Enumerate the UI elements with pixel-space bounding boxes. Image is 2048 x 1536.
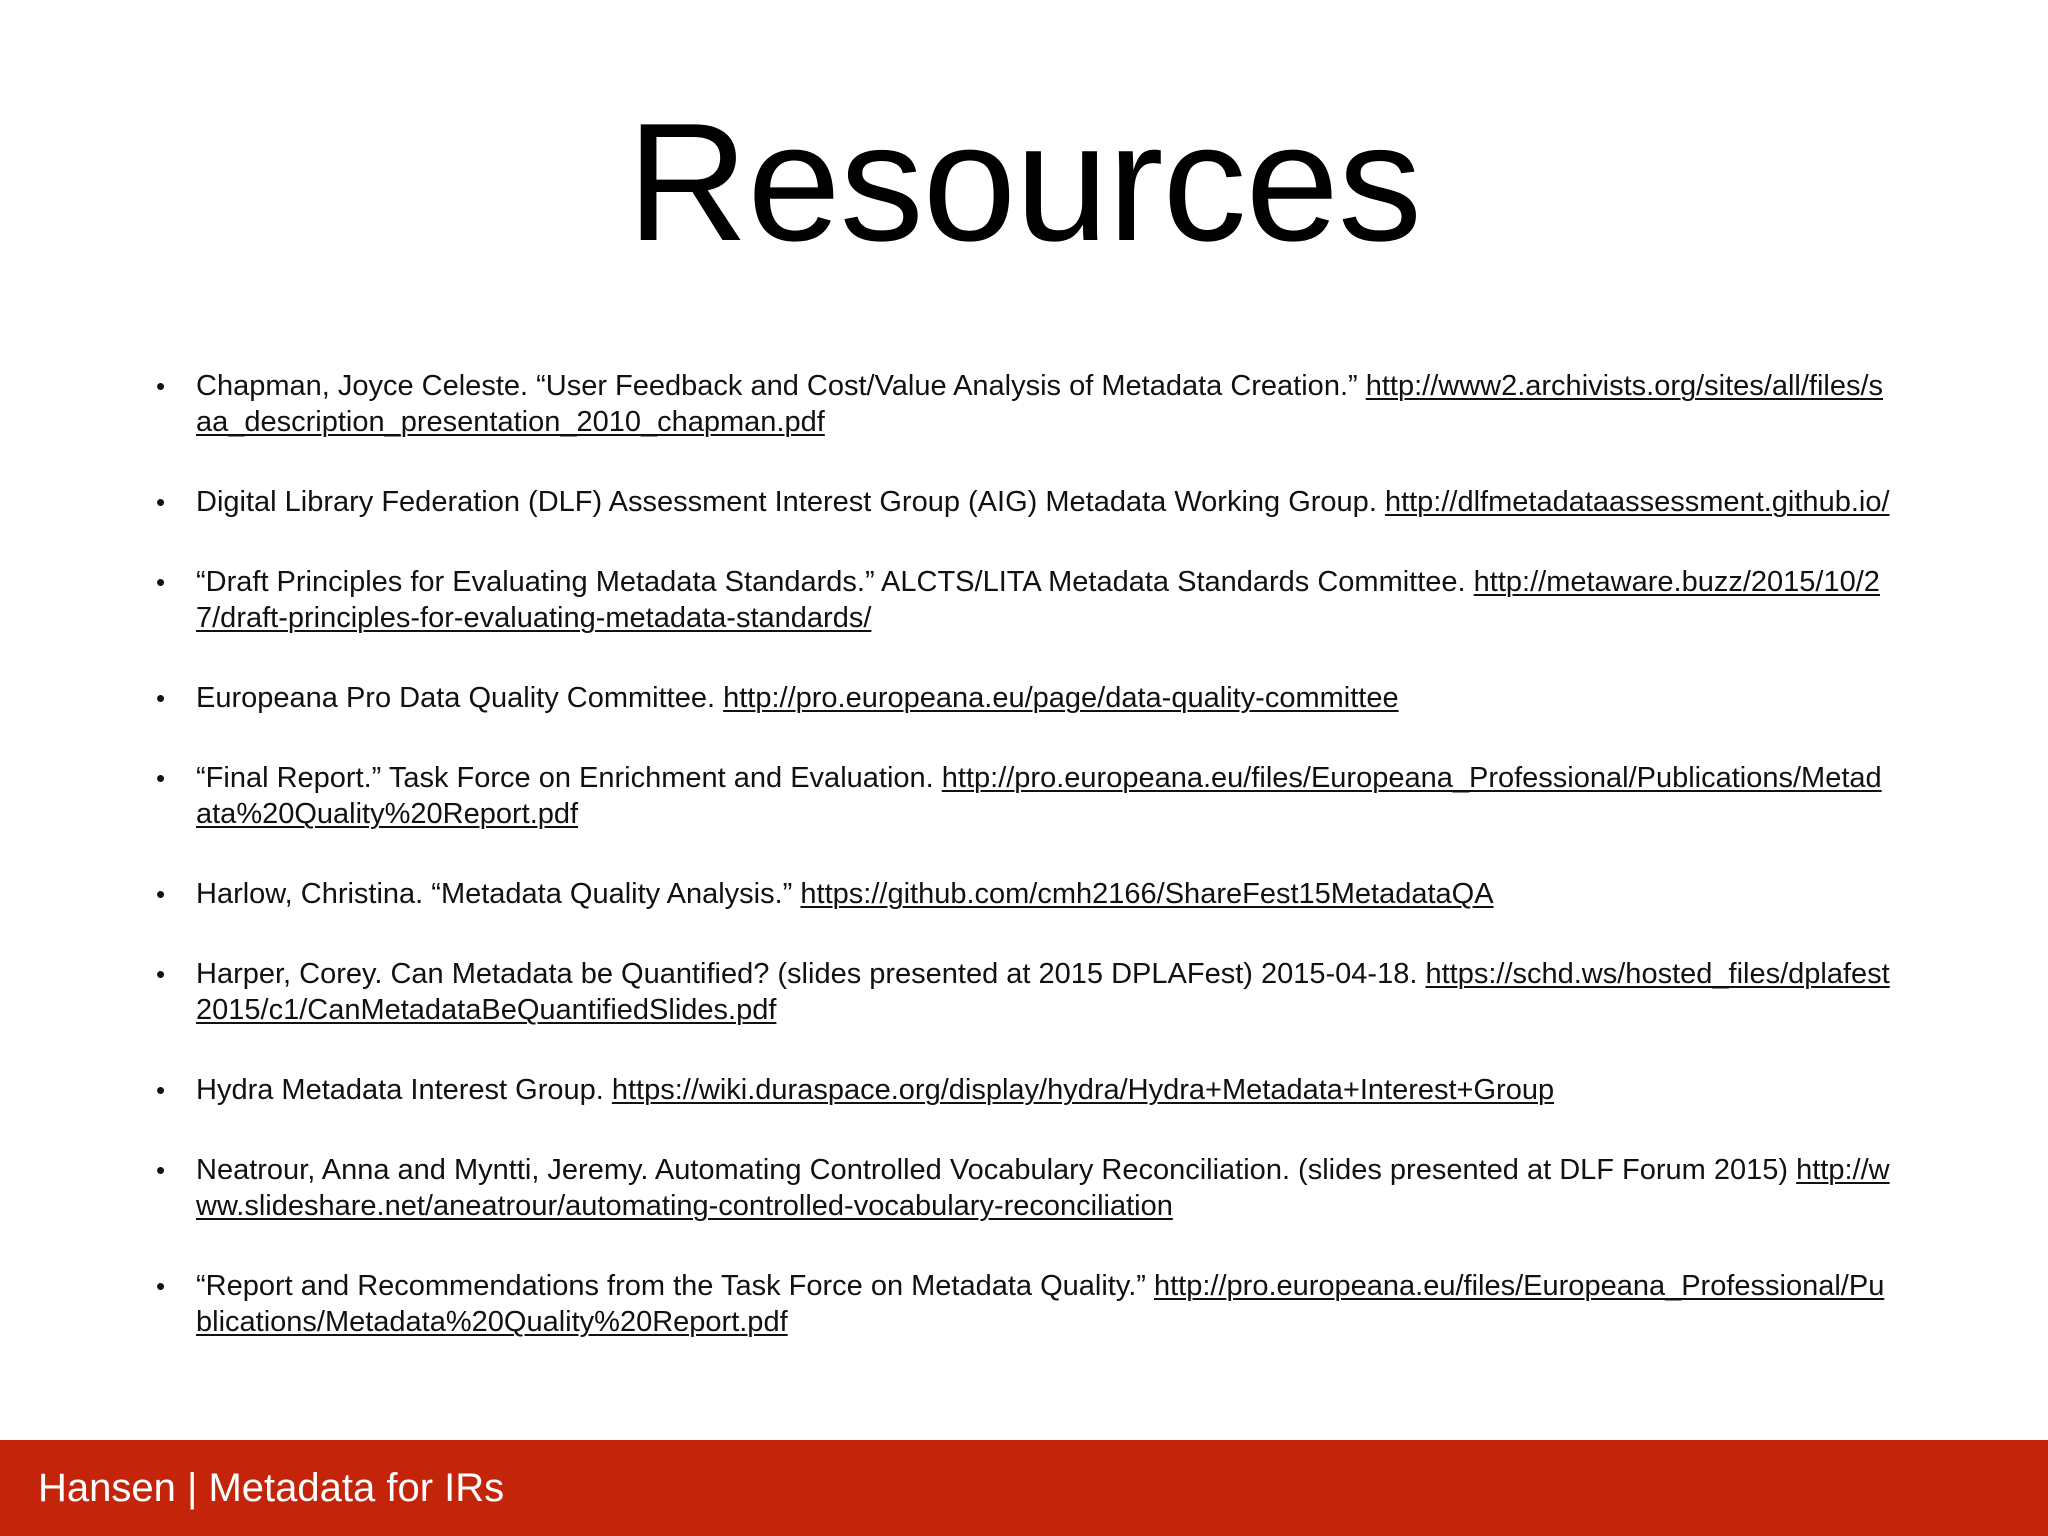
resource-link[interactable]: http://pro.europeana.eu/page/data-quality-committee [723, 682, 1399, 714]
resource-item-neatrour-myntti [150, 1152, 1890, 1224]
bullet-icon: • [156, 683, 166, 713]
bullet-icon: • [156, 567, 166, 597]
resource-citation: “Draft Principles for Evaluating Metadata Standards.” ALCTS/LITA Metadata Standards Committee. [196, 566, 1474, 598]
resource-item-harper [150, 956, 1890, 1028]
bullet-icon: • [156, 879, 166, 909]
resource-link[interactable]: http://metaware.buzz/2015/10/27/draft-principles-for-evaluating-metadata-standards/ [196, 566, 1880, 634]
resource-link[interactable]: https://schd.ws/hosted_files/dplafest2015/c1/CanMetadataBeQuantifiedSlides.pdf [196, 958, 1890, 1026]
resource-link[interactable]: http://pro.europeana.eu/files/Europeana_Professional/Publications/Metadata%20Quality%20Report.pdf [196, 1270, 1885, 1338]
resource-link[interactable]: https://github.com/cmh2166/ShareFest15MetadataQA [800, 878, 1494, 910]
bullet-icon: • [156, 959, 166, 989]
bullet-icon: • [156, 371, 166, 401]
bullet-icon: • [156, 1271, 166, 1301]
resource-citation: Harper, Corey. Can Metadata be Quantified? (slides presented at 2015 DPLAFest) 2015-04-18. [196, 958, 1426, 990]
resource-citation: Digital Library Federation (DLF) Assessment Interest Group (AIG) Metadata Working Group. [196, 486, 1385, 518]
resource-link[interactable]: https://wiki.duraspace.org/display/hydra/Hydra+Metadata+Interest+Group [611, 1074, 1555, 1106]
bullet-icon: • [156, 763, 166, 793]
resource-citation: “Final Report.” Task Force on Enrichment and Evaluation. [196, 762, 942, 794]
slide-title: Resources [626, 88, 1421, 276]
footer-bar [0, 1440, 2048, 1536]
resource-link[interactable]: http://pro.europeana.eu/files/Europeana_Professional/Publications/Metadata%20Quality%20Report.pdf [196, 762, 1882, 830]
footer-text: Hansen | Metadata for IRs [38, 1466, 505, 1510]
resource-item-hydra [150, 1072, 1890, 1108]
resource-link[interactable]: http://www2.archivists.org/sites/all/files/saa_description_presentation_2010_chapman.pdf [196, 370, 1884, 438]
resource-link[interactable]: http://www.slideshare.net/aneatrour/automating-controlled-vocabulary-reconciliation [196, 1154, 1890, 1222]
resource-citation: Chapman, Joyce Celeste. “User Feedback and Cost/Value Analysis of Metadata Creation.” [196, 370, 1366, 402]
resource-link[interactable]: http://dlfmetadataassessment.github.io/ [1384, 486, 1890, 518]
bullet-icon: • [156, 487, 166, 517]
resource-citation: Neatrour, Anna and Myntti, Jeremy. Automating Controlled Vocabulary Reconciliation. (slides presented at DLF Forum 2015) [196, 1154, 1797, 1186]
resources-list [150, 368, 1890, 1340]
resource-item-dlf-aig [150, 484, 1890, 520]
bullet-icon: • [156, 1075, 166, 1105]
bullet-icon: • [156, 1155, 166, 1185]
resource-citation: Harlow, Christina. “Metadata Quality Analysis.” [196, 878, 801, 910]
resource-citation: Europeana Pro Data Quality Committee. [196, 682, 724, 714]
resource-citation: “Report and Recommendations from the Task Force on Metadata Quality.” [196, 1270, 1154, 1302]
resource-item-final-report [150, 760, 1890, 832]
resource-item-task-force-report [150, 1268, 1890, 1340]
resource-citation: Hydra Metadata Interest Group. [196, 1074, 612, 1106]
resource-item-draft-principles [150, 564, 1890, 636]
resource-item-chapman [150, 368, 1890, 440]
resource-item-harlow [150, 876, 1890, 912]
resource-item-europeana-committee [150, 680, 1890, 716]
